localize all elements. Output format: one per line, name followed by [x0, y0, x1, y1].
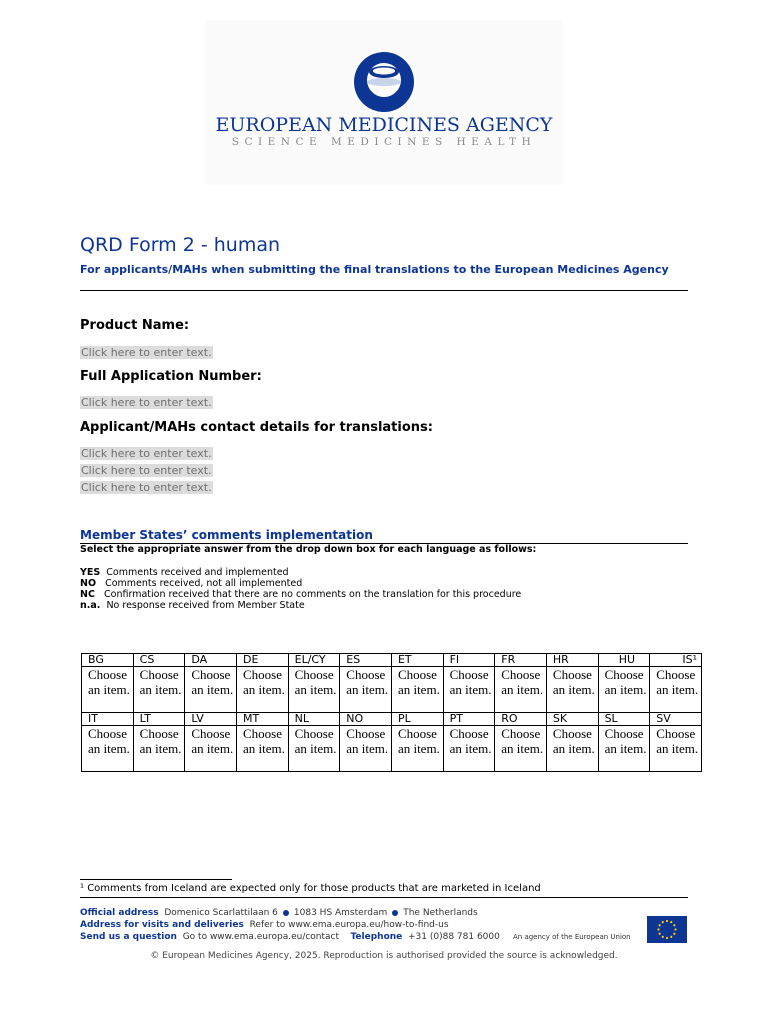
language-choice-row — [82, 667, 702, 713]
footnote: ¹ Comments from Iceland are expected only for those products that are marketed in Iceland — [80, 883, 541, 894]
member-states-heading: Member States’ comments implementation — [80, 528, 373, 542]
language-choice-dropdown[interactable]: Choose an item. — [185, 667, 237, 713]
eu-star-icon — [673, 933, 675, 935]
language-choice-dropdown[interactable]: Choose an item. — [133, 726, 185, 772]
language-choice-dropdown[interactable]: Choose an item. — [340, 667, 392, 713]
legend-key: NO — [80, 578, 97, 589]
eu-star-icon — [662, 936, 664, 938]
language-choice-dropdown[interactable]: Choose an item. — [133, 667, 185, 713]
bullet-icon — [283, 910, 289, 916]
language-choice-dropdown[interactable]: Choose an item. — [443, 667, 495, 713]
legend-item — [80, 578, 302, 589]
footnote-divider — [80, 879, 232, 880]
footer-country: The Netherlands — [403, 908, 478, 918]
legend-text: Confirmation received that there are no comments on the translation for this procedure — [104, 589, 522, 600]
language-code: SK — [546, 713, 598, 726]
eu-star-icon — [673, 924, 675, 926]
agency-name: EUROPEAN MEDICINES AGENCY — [215, 114, 553, 136]
language-choice-dropdown[interactable]: Choose an item. — [495, 667, 547, 713]
language-choice-dropdown[interactable]: Choose an item. — [598, 667, 650, 713]
footer-label: Telephone — [350, 932, 403, 942]
language-code: CS — [133, 654, 185, 667]
legend-key: YES — [80, 567, 101, 578]
language-code: ET — [391, 654, 443, 667]
language-choice-dropdown[interactable]: Choose an item. — [650, 726, 702, 772]
language-code: ES — [340, 654, 392, 667]
language-code: FI — [443, 654, 495, 667]
footer-visits — [80, 920, 449, 931]
legend-text: Comments received and implemented — [106, 567, 289, 578]
eu-star-icon — [670, 936, 672, 938]
footer-label: Send us a question — [80, 932, 177, 942]
language-code: BG — [82, 654, 134, 667]
page-title: QRD Form 2 - human — [80, 234, 281, 256]
product-name-label: Product Name: — [80, 318, 190, 333]
title-divider — [80, 290, 688, 291]
language-code: DE — [236, 654, 288, 667]
language-choice-dropdown[interactable]: Choose an item. — [236, 667, 288, 713]
language-code: MT — [236, 713, 288, 726]
language-code: LV — [185, 713, 237, 726]
legend-text: No response received from Member State — [106, 600, 305, 611]
language-code: HU — [598, 654, 650, 667]
language-code: SV — [650, 713, 702, 726]
eu-star-icon — [659, 933, 661, 935]
contact-details-field-2[interactable]: Click here to enter text. — [81, 464, 212, 477]
language-choice-dropdown[interactable]: Choose an item. — [391, 726, 443, 772]
eu-star-icon — [666, 937, 668, 939]
language-choice-dropdown[interactable]: Choose an item. — [495, 726, 547, 772]
language-code: RO — [495, 713, 547, 726]
footer-street: Domenico Scarlattilaan 6 — [164, 908, 278, 918]
language-code: PT — [443, 713, 495, 726]
language-code: IT — [82, 713, 134, 726]
language-choice-dropdown[interactable]: Choose an item. — [288, 726, 340, 772]
language-choice-dropdown[interactable]: Choose an item. — [650, 667, 702, 713]
application-number-label: Full Application Number: — [80, 369, 262, 384]
footer-city: 1083 HS Amsterdam — [293, 908, 388, 918]
legend-item — [80, 589, 521, 600]
footer-telephone: +31 (0)88 781 6000 — [408, 932, 500, 942]
application-number-field[interactable]: Click here to enter text. — [81, 396, 212, 409]
language-choice-dropdown[interactable]: Choose an item. — [82, 726, 134, 772]
language-code-row — [82, 654, 702, 667]
footer-visits-link[interactable]: Refer to www.ema.europa.eu/how-to-find-us — [249, 920, 449, 930]
footer-contact-link[interactable]: Go to www.ema.europa.eu/contact — [182, 932, 340, 942]
copyright-notice: © European Medicines Agency, 2025. Reproduction is authorised provided the source is acknowledged. — [150, 951, 618, 961]
eu-star-icon — [670, 921, 672, 923]
ema-logo-mark-icon — [354, 52, 414, 112]
language-choice-dropdown[interactable]: Choose an item. — [82, 667, 134, 713]
language-code: NL — [288, 713, 340, 726]
language-choice-dropdown[interactable]: Choose an item. — [546, 726, 598, 772]
footer-contact — [80, 932, 500, 943]
language-code-row — [82, 713, 702, 726]
contact-details-field-1[interactable]: Click here to enter text. — [81, 447, 212, 460]
footer-label: Official address — [80, 908, 159, 918]
footer-official-address — [80, 908, 478, 919]
language-code: LT — [133, 713, 185, 726]
legend-key: n.a. — [80, 600, 101, 611]
legend-item — [80, 600, 305, 611]
bullet-icon — [392, 910, 398, 916]
language-code: EL/CY — [288, 654, 340, 667]
eu-star-icon — [662, 921, 664, 923]
member-states-instruction: Select the appropriate answer from the drop down box for each language as follows: — [80, 544, 537, 555]
eu-flag-icon — [647, 916, 687, 943]
contact-details-label: Applicant/MAHs contact details for translations: — [80, 420, 433, 435]
language-choice-dropdown[interactable]: Choose an item. — [236, 726, 288, 772]
footer-label: Address for visits and deliveries — [80, 920, 244, 930]
legend-text: Comments received, not all implemented — [105, 578, 303, 589]
language-choice-dropdown[interactable]: Choose an item. — [185, 726, 237, 772]
eu-stars-icon — [647, 916, 687, 943]
eu-star-icon — [666, 920, 668, 922]
language-code: SL — [598, 713, 650, 726]
eu-star-icon — [674, 928, 676, 930]
eu-star-icon — [659, 924, 661, 926]
legend-key: NC — [80, 589, 95, 600]
language-code: NO — [340, 713, 392, 726]
language-code: DA — [185, 654, 237, 667]
language-choice-dropdown[interactable]: Choose an item. — [598, 726, 650, 772]
language-choice-dropdown[interactable]: Choose an item. — [340, 726, 392, 772]
language-code: PL — [391, 713, 443, 726]
agency-tagline: SCIENCE MEDICINES HEALTH — [231, 136, 537, 148]
language-choice-dropdown[interactable]: Choose an item. — [288, 667, 340, 713]
language-code: IS¹ — [650, 654, 702, 667]
footer-divider — [80, 897, 688, 898]
language-table — [81, 653, 702, 772]
legend-item — [80, 567, 289, 578]
language-choice-dropdown[interactable]: Choose an item. — [546, 667, 598, 713]
language-choice-row — [82, 726, 702, 772]
eu-star-icon — [657, 928, 659, 930]
ema-logo — [354, 52, 414, 112]
language-choice-dropdown[interactable]: Choose an item. — [391, 667, 443, 713]
page-subtitle: For applicants/MAHs when submitting the final translations to the European Medicines Agency — [80, 263, 669, 276]
language-choice-dropdown[interactable]: Choose an item. — [443, 726, 495, 772]
language-code: FR — [495, 654, 547, 667]
eu-agency-tag: An agency of the European Union — [513, 933, 631, 941]
contact-details-field-3[interactable]: Click here to enter text. — [81, 481, 212, 494]
language-code: HR — [546, 654, 598, 667]
product-name-field[interactable]: Click here to enter text. — [81, 346, 212, 359]
